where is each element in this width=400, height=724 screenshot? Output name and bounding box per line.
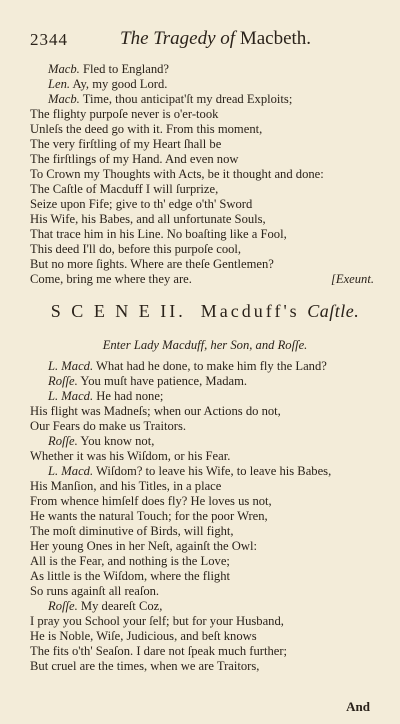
line-text: Her young Ones in her Neſt, againſt the Owl: — [30, 539, 257, 553]
verse-line — [30, 509, 380, 524]
verse-line — [30, 62, 380, 77]
page-number: 2344 — [30, 30, 68, 49]
verse-line — [30, 374, 380, 389]
line-text: The flighty purpoſe never is o'er-took — [30, 107, 219, 121]
text-block-act-end — [30, 62, 380, 287]
line-text: As little is the Wiſdom, where the flight — [30, 569, 231, 583]
line-text: That trace him in his Line. No boaſting like a Fool, — [30, 227, 287, 241]
running-header — [30, 30, 370, 54]
verse-line — [30, 272, 380, 287]
verse-line — [30, 107, 380, 122]
line-text: My deareſt Coz, — [80, 599, 163, 613]
line-text: The Caſtle of Macduff I will ſurprize, — [30, 182, 219, 196]
verse-line — [30, 629, 380, 644]
line-text: His Wife, his Babes, and all unfortunate Souls, — [30, 212, 266, 226]
verse-line — [30, 77, 380, 92]
line-text: He is Noble, Wiſe, Judicious, and beſt knows — [30, 629, 257, 643]
verse-line — [30, 599, 380, 614]
verse-line — [30, 479, 380, 494]
line-text: What had he done, to make him fly the Land? — [96, 359, 327, 373]
line-text: This deed I'll do, before this purpoſe cool, — [30, 242, 242, 256]
verse-line — [30, 167, 380, 182]
speaker-name: L. Macd. — [48, 464, 94, 478]
line-text: The firſtlings of my Hand. And even now — [30, 152, 239, 166]
line-text: He wants the natural Touch; for the poor Wren, — [30, 509, 268, 523]
speaker-name: Roſſe. — [48, 434, 78, 448]
verse-line — [30, 92, 380, 107]
verse-line — [30, 242, 380, 257]
line-text: Whether it was his Wiſdom, or his Fear. — [30, 449, 231, 463]
verse-line — [30, 419, 380, 434]
verse-line — [30, 212, 380, 227]
exeunt-direction: [Exeunt. — [330, 272, 374, 286]
verse-line — [30, 227, 380, 242]
scene-place-italic: Caſtle. — [307, 301, 360, 321]
verse-line — [30, 404, 380, 419]
verse-line — [30, 554, 380, 569]
scene-label: S C E N E II. — [50, 301, 186, 321]
line-text: Wiſdom? to leave his Wife, to leave his Babes, — [96, 464, 332, 478]
verse-line — [30, 197, 380, 212]
verse-line — [30, 359, 380, 374]
line-text: Unleſs the deed go with it. From this moment, — [30, 122, 263, 136]
line-text: Seize upon Fife; give to th' edge o'th' Sword — [30, 197, 253, 211]
stage-direction: Enter Lady Macduff, her Son, and Roſſe. — [102, 338, 308, 352]
line-text: Ay, my good Lord. — [72, 77, 168, 91]
line-text: I pray you School your ſelf; but for your Husband, — [30, 614, 284, 628]
verse-line — [30, 464, 380, 479]
speaker-name: Macb. — [48, 62, 80, 76]
verse-line — [30, 569, 380, 584]
speaker-name: L. Macd. — [48, 389, 94, 403]
line-text: So runs againſt all reaſon. — [30, 584, 160, 598]
catchword: And — [346, 699, 370, 714]
line-text: To Crown my Thoughts with Acts, be it thought and done: — [30, 167, 324, 181]
scene-place: Macduff's — [200, 301, 300, 321]
verse-line — [30, 614, 380, 629]
line-text: Time, thou anticipat'ſt my dread Exploits; — [82, 92, 293, 106]
play-text — [30, 62, 380, 674]
speaker-name: Roſſe. — [48, 599, 78, 613]
running-title-plain: Macbeth. — [239, 28, 312, 49]
verse-line — [30, 659, 380, 674]
line-text: Our Fears do make us Traitors. — [30, 419, 187, 433]
line-text: The very firſtling of my Heart ſhall be — [30, 137, 222, 151]
line-text: But cruel are the times, when we are Traitors, — [30, 659, 260, 673]
line-text: The fits o'th' Seaſon. I dare not ſpeak much further; — [30, 644, 288, 658]
running-title — [120, 28, 311, 50]
verse-line — [30, 152, 380, 167]
speaker-name: Len. — [48, 77, 71, 91]
verse-line — [30, 449, 380, 464]
line-text: Come, bring me where they are. — [30, 272, 192, 286]
line-text: His Manſion, and his Titles, in a place — [30, 479, 222, 493]
verse-line — [30, 257, 380, 272]
verse-line — [30, 644, 380, 659]
speaker-name: Roſſe. — [48, 374, 78, 388]
verse-line — [30, 524, 380, 539]
line-text: He had none; — [96, 389, 164, 403]
line-text: Fled to England? — [82, 62, 170, 76]
line-text: You know not, — [80, 434, 155, 448]
line-text: From whence himſelf does fly? He loves us not, — [30, 494, 272, 508]
verse-line — [30, 539, 380, 554]
line-text: All is the Fear, and nothing is the Love; — [30, 554, 230, 568]
speaker-name: Macb. — [48, 92, 80, 106]
line-text: The moſt diminutive of Birds, will fight, — [30, 524, 234, 538]
speaker-name: L. Macd. — [48, 359, 94, 373]
verse-line — [30, 494, 380, 509]
verse-line — [30, 434, 380, 449]
running-title-italic: The Tragedy of — [120, 28, 236, 49]
line-text: His flight was Madneſs; when our Actions do not, — [30, 404, 281, 418]
verse-line — [30, 122, 380, 137]
verse-line — [30, 389, 380, 404]
line-text: You muſt have patience, Madam. — [80, 374, 248, 388]
verse-line — [30, 137, 380, 152]
text-block-scene — [30, 359, 380, 674]
verse-line — [30, 584, 380, 599]
line-text: But no more ſights. Where are theſe Gentlemen? — [30, 257, 274, 271]
scene-heading — [30, 293, 380, 329]
verse-line — [30, 182, 380, 197]
